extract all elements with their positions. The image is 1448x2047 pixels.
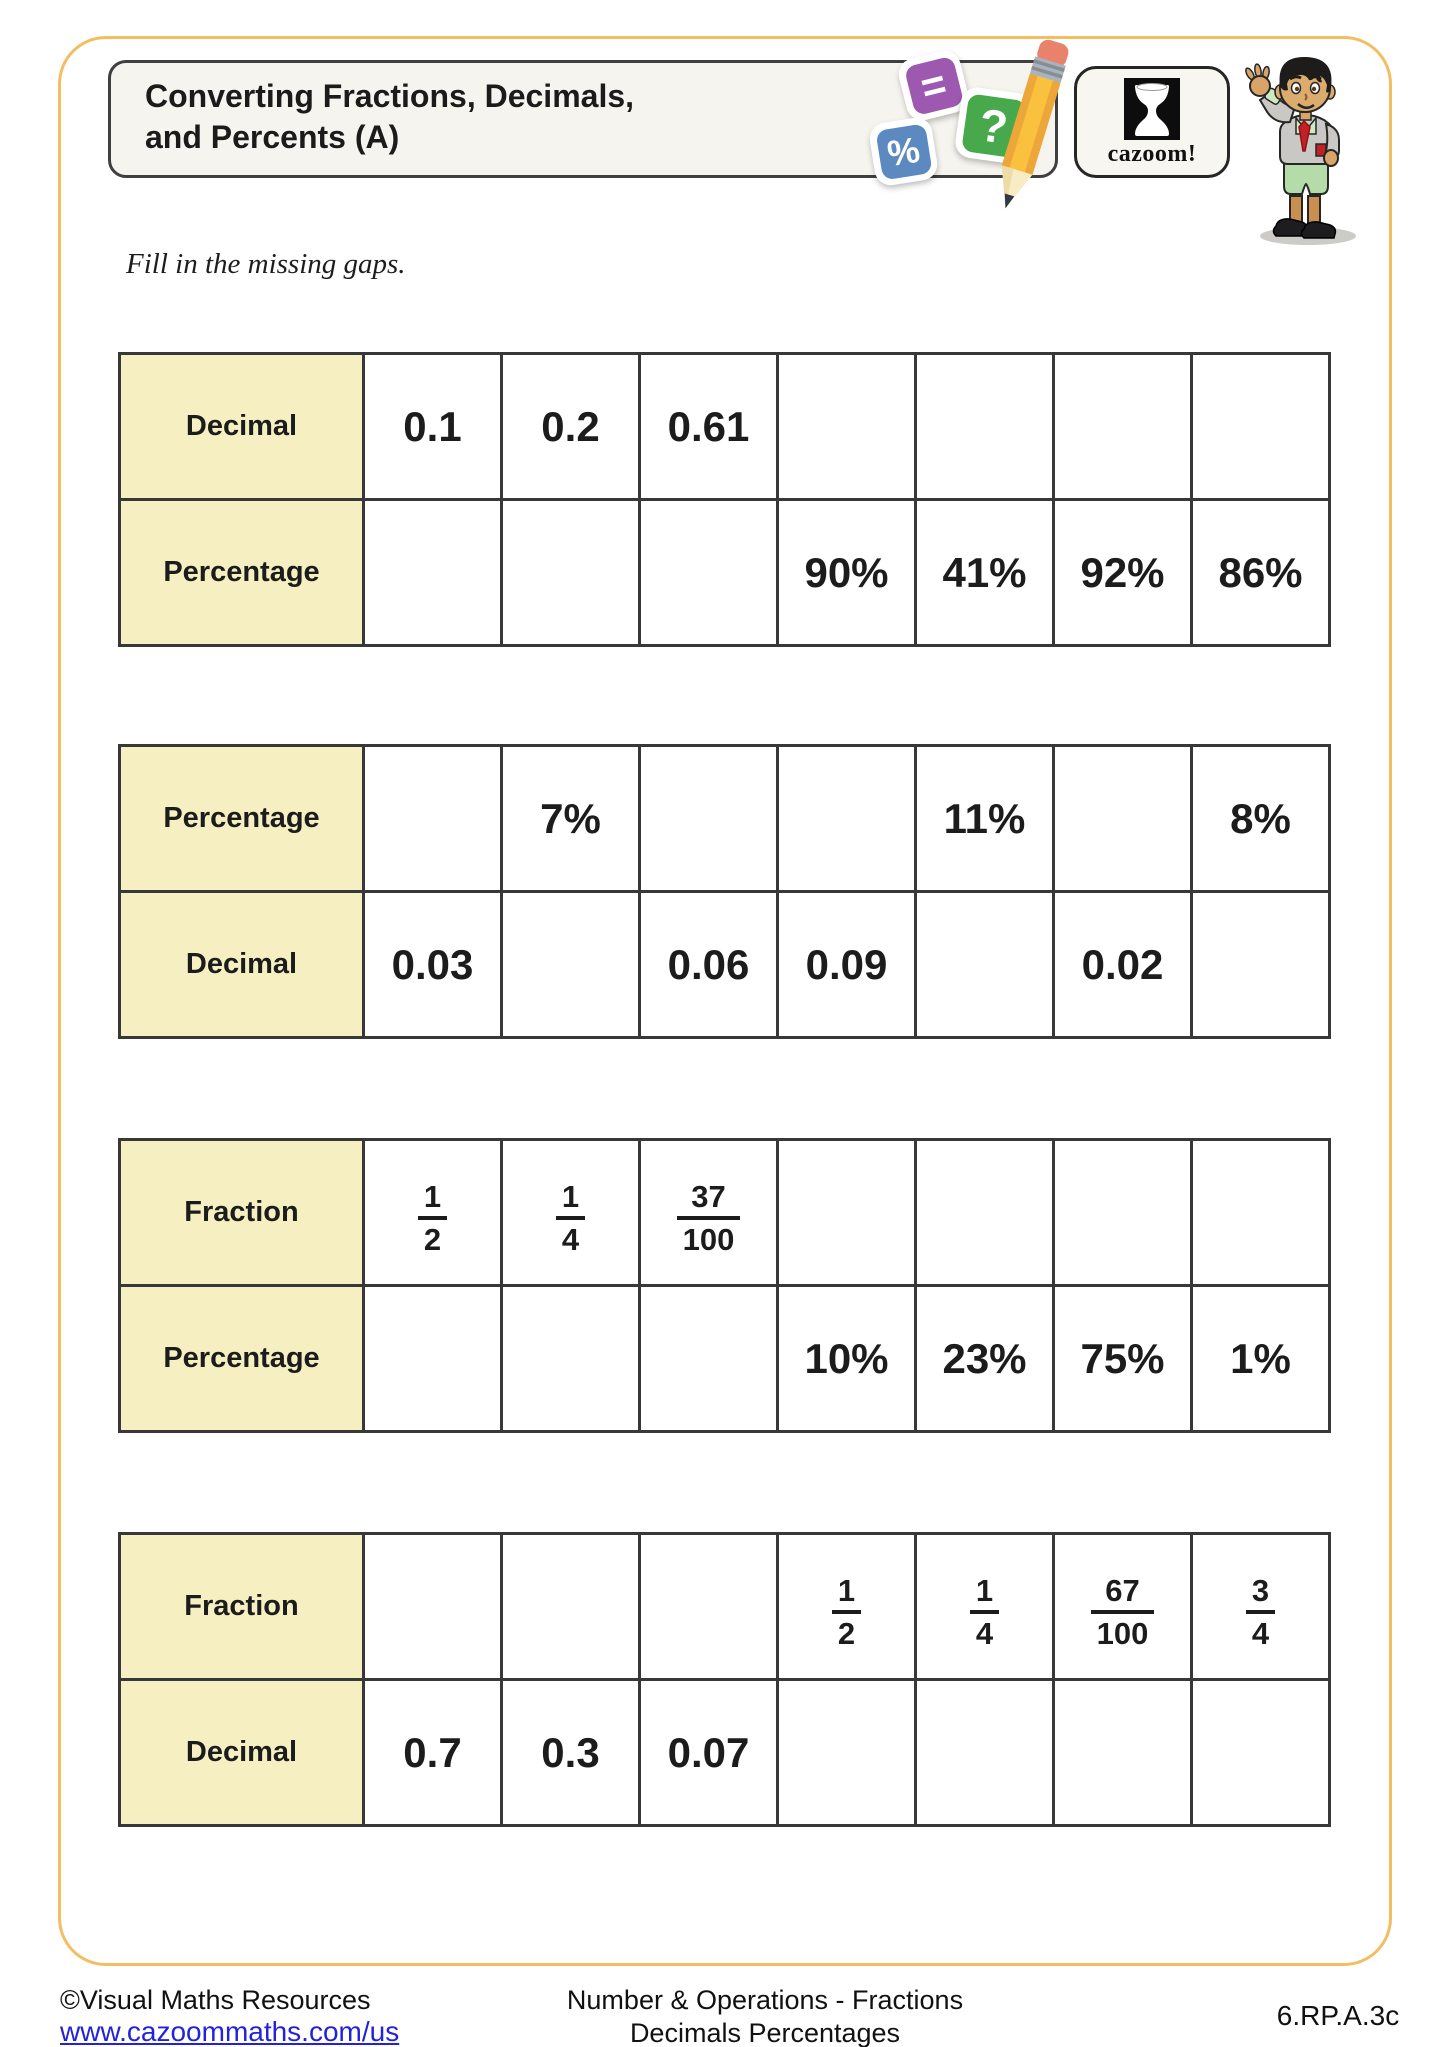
- value-cell: 0.1: [364, 354, 502, 500]
- fraction: $\frac{1}{2}$: [832, 1574, 861, 1651]
- website-link[interactable]: www.cazoommaths.com/us: [60, 2016, 400, 2047]
- empty-answer-cell: [778, 1140, 916, 1286]
- fraction-cell: [640, 1140, 778, 1286]
- empty-answer-cell: [1054, 746, 1192, 892]
- empty-answer-cell: [640, 500, 778, 646]
- empty-answer-cell: [916, 892, 1054, 1038]
- standard-code: 6.RP.A.3c: [1276, 2000, 1400, 2031]
- table-percentage-to-decimal: [118, 744, 1331, 1039]
- boy-mascot-illustration: [1238, 48, 1370, 252]
- fraction: $\frac{1}{4}$: [970, 1574, 999, 1651]
- decimal-percentage-table-1: [118, 352, 1331, 647]
- value-cell: 11%: [916, 746, 1054, 892]
- instruction-text: Fill in the missing gaps.: [126, 248, 406, 280]
- value-cell: 0.2: [502, 354, 640, 500]
- empty-answer-cell: [778, 354, 916, 500]
- table-fraction-to-decimal: [118, 1532, 1331, 1827]
- value-cell: 8%: [1192, 746, 1330, 892]
- category-line2: Decimals Percentages: [629, 2018, 901, 2047]
- empty-answer-cell: [640, 746, 778, 892]
- fraction-cell: [916, 1534, 1054, 1680]
- table-row: [120, 1286, 1330, 1432]
- fraction-cell: [1054, 1534, 1192, 1680]
- fraction-cell: [778, 1534, 916, 1680]
- empty-answer-cell: [502, 892, 640, 1038]
- table-row: [120, 1680, 1330, 1826]
- value-cell: 92%: [1054, 500, 1192, 646]
- footer-copyright-block: [60, 1984, 399, 2047]
- cazoom-goblet-icon: [1124, 78, 1180, 140]
- empty-answer-cell: [364, 1286, 502, 1432]
- row-label-decimal: Decimal: [120, 892, 364, 1038]
- empty-answer-cell: [1054, 1140, 1192, 1286]
- empty-answer-cell: [1192, 892, 1330, 1038]
- fraction: $\frac{37}{100}$: [677, 1180, 741, 1257]
- value-cell: 75%: [1054, 1286, 1192, 1432]
- empty-answer-cell: [364, 1534, 502, 1680]
- row-label-percentage: Percentage: [120, 500, 364, 646]
- value-cell: 0.03: [364, 892, 502, 1038]
- row-label-percentage: Percentage: [120, 746, 364, 892]
- table-row: [120, 892, 1330, 1038]
- empty-answer-cell: [1192, 1140, 1330, 1286]
- table-fraction-to-percentage: [118, 1138, 1331, 1433]
- value-cell: 0.07: [640, 1680, 778, 1826]
- row-label-decimal: Decimal: [120, 354, 364, 500]
- category-line1: Number & Operations - Fractions: [566, 1985, 964, 2015]
- row-label-decimal: Decimal: [120, 1680, 364, 1826]
- empty-answer-cell: [916, 354, 1054, 500]
- empty-answer-cell: [1192, 354, 1330, 500]
- empty-answer-cell: [1054, 1680, 1192, 1826]
- empty-answer-cell: [778, 746, 916, 892]
- value-cell: 0.7: [364, 1680, 502, 1826]
- fraction-cell: [364, 1140, 502, 1286]
- percentage-decimal-table-2: [118, 744, 1331, 1039]
- empty-answer-cell: [778, 1680, 916, 1826]
- equals-glyph: =: [903, 55, 964, 116]
- value-cell: 0.61: [640, 354, 778, 500]
- value-cell: 7%: [502, 746, 640, 892]
- row-label-percentage: Percentage: [120, 1286, 364, 1432]
- empty-answer-cell: [502, 1286, 640, 1432]
- value-cell: 23%: [916, 1286, 1054, 1432]
- row-label-fraction: Fraction: [120, 1534, 364, 1680]
- page-title-line2: and Percents (A): [145, 119, 400, 155]
- table-decimal-to-percentage: [118, 352, 1331, 647]
- empty-answer-cell: [1192, 1680, 1330, 1826]
- table-row: [120, 746, 1330, 892]
- cazoom-logo-box: [1074, 66, 1230, 178]
- fraction: $\frac{3}{4}$: [1246, 1574, 1275, 1651]
- empty-answer-cell: [916, 1140, 1054, 1286]
- fraction-decimal-table-4: [118, 1532, 1331, 1827]
- value-cell: 41%: [916, 500, 1054, 646]
- empty-answer-cell: [1054, 354, 1192, 500]
- empty-answer-cell: [364, 746, 502, 892]
- table-row: [120, 1534, 1330, 1680]
- value-cell: 10%: [778, 1286, 916, 1432]
- page-title-line1: Converting Fractions, Decimals,: [145, 78, 635, 114]
- value-cell: 90%: [778, 500, 916, 646]
- fraction-cell: [502, 1140, 640, 1286]
- fraction-cell: [1192, 1534, 1330, 1680]
- empty-answer-cell: [916, 1680, 1054, 1826]
- fraction-percentage-table-3: [118, 1138, 1331, 1433]
- value-cell: 0.06: [640, 892, 778, 1038]
- fraction: $\frac{1}{4}$: [556, 1180, 585, 1257]
- table-row: [120, 500, 1330, 646]
- value-cell: 1%: [1192, 1286, 1330, 1432]
- empty-answer-cell: [502, 500, 640, 646]
- empty-answer-cell: [364, 500, 502, 646]
- value-cell: 0.02: [1054, 892, 1192, 1038]
- footer-category-block: [465, 1984, 1065, 2047]
- copyright-text: ©Visual Maths Resources: [60, 1985, 371, 2015]
- value-cell: 0.3: [502, 1680, 640, 1826]
- fraction: $\frac{1}{2}$: [418, 1180, 447, 1257]
- cazoom-logo-text: cazoom!: [1107, 141, 1197, 167]
- value-cell: 0.09: [778, 892, 916, 1038]
- question-glyph: ?: [961, 93, 1027, 159]
- percent-tile-icon: [867, 115, 939, 187]
- empty-answer-cell: [640, 1286, 778, 1432]
- fraction: $\frac{67}{100}$: [1091, 1574, 1155, 1651]
- row-label-fraction: Fraction: [120, 1140, 364, 1286]
- empty-answer-cell: [502, 1534, 640, 1680]
- empty-answer-cell: [640, 1534, 778, 1680]
- percent-glyph: %: [875, 123, 932, 180]
- value-cell: 86%: [1192, 500, 1330, 646]
- table-row: [120, 354, 1330, 500]
- table-row: [120, 1140, 1330, 1286]
